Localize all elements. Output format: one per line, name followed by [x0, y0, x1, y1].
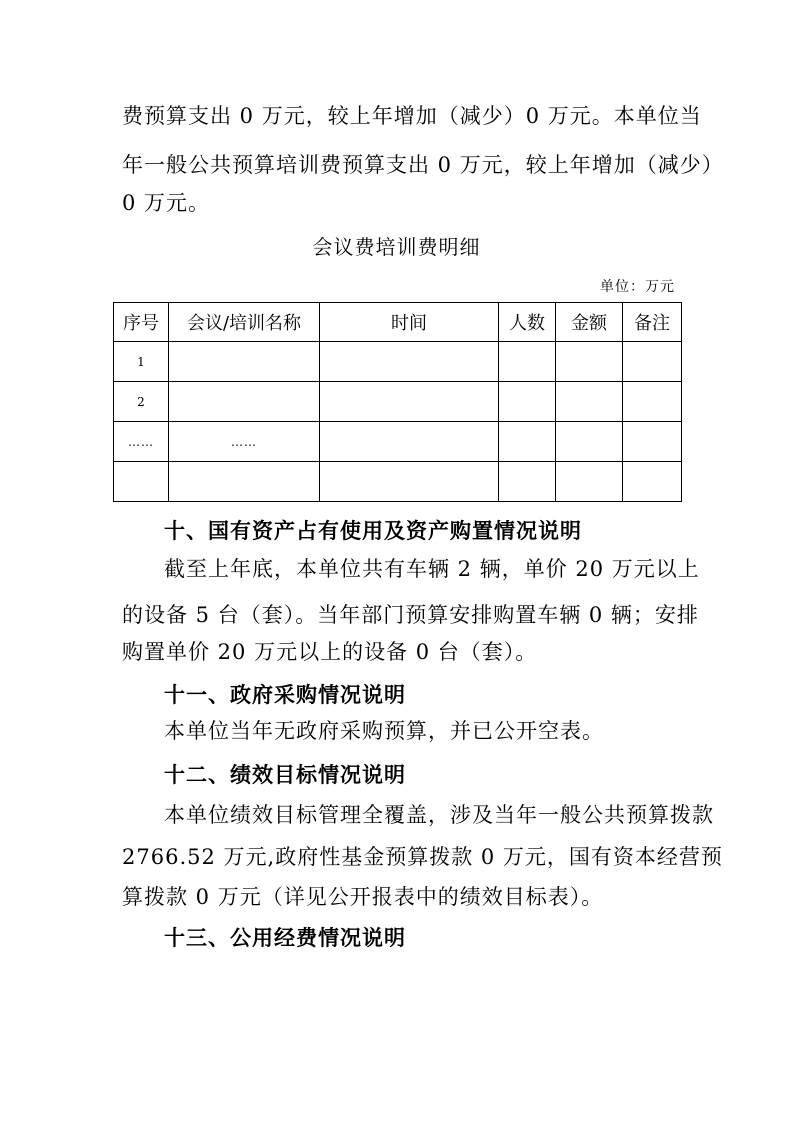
header-index: 序号: [114, 303, 169, 342]
table-cell: [499, 382, 556, 422]
header-people: 人数: [499, 303, 556, 342]
table-cell: [556, 382, 623, 422]
table-cell: [169, 462, 320, 502]
table-header-row: [114, 303, 682, 342]
header-time: 时间: [320, 303, 499, 342]
header-name: 会议/培训名称: [169, 303, 320, 342]
table-cell: [320, 422, 499, 462]
section-11-heading: 十一、政府采购情况说明: [164, 683, 406, 707]
table-cell: [114, 462, 169, 502]
section-12-line-3: 算拨款 0 万元（详见公开报表中的绩效目标表）。: [122, 885, 604, 909]
section-12-heading: 十二、绩效目标情况说明: [164, 763, 406, 787]
section-10-line-3: 购置单价 20 万元以上的设备 0 台（套）。: [122, 640, 538, 664]
section-10-line-1: 截至上年底，本单位共有车辆 2 辆，单价 20 万元以上: [164, 557, 700, 581]
table-cell: [320, 382, 499, 422]
table-row: [114, 462, 682, 502]
section-10-heading: 十、国有资产占有使用及资产购置情况说明: [164, 519, 582, 543]
table-cell: [623, 422, 682, 462]
meeting-table-unit: 单位：万元: [600, 279, 675, 295]
intro-line-1: 费预算支出 0 万元，较上年增加（减少）0 万元。本单位当: [122, 104, 702, 128]
table-cell: ……: [169, 422, 320, 462]
table-cell: [169, 342, 320, 382]
section-10-line-2: 的设备 5 台（套）。当年部门预算安排购置车辆 0 辆；安排: [122, 603, 699, 627]
table-cell: [556, 422, 623, 462]
header-amount: 金额: [556, 303, 623, 342]
table-row: [114, 422, 682, 462]
meeting-fee-table: [113, 302, 682, 502]
table-cell: [499, 422, 556, 462]
table-cell: [320, 342, 499, 382]
table-cell: [556, 462, 623, 502]
section-12-line-1: 本单位绩效目标管理全覆盖，涉及当年一般公共预算拨款: [164, 803, 714, 827]
table-row: [114, 382, 682, 422]
table-cell: [623, 462, 682, 502]
table-cell: ……: [114, 422, 169, 462]
table-row: [114, 342, 682, 382]
intro-line-2: 年一般公共预算培训费预算支出 0 万元，较上年增加（减少）: [122, 153, 724, 177]
section-12-line-2: 2766.52 万元,政府性基金预算拨款 0 万元，国有资本经营预: [122, 845, 723, 869]
meeting-table-title: 会议费培训费明细: [312, 235, 481, 259]
table-cell: [499, 462, 556, 502]
intro-line-3: 0 万元。: [122, 191, 211, 215]
header-remarks: 备注: [623, 303, 682, 342]
table-cell: [623, 382, 682, 422]
table-cell: [623, 342, 682, 382]
table-cell: [320, 462, 499, 502]
table-cell: 2: [114, 382, 169, 422]
table-cell: 1: [114, 342, 169, 382]
section-13-heading: 十三、公用经费情况说明: [164, 926, 406, 950]
table-cell: [499, 342, 556, 382]
table-cell: [169, 382, 320, 422]
table-cell: [556, 342, 623, 382]
section-11-line-1: 本单位当年无政府采购预算，并已公开空表。: [164, 719, 604, 743]
